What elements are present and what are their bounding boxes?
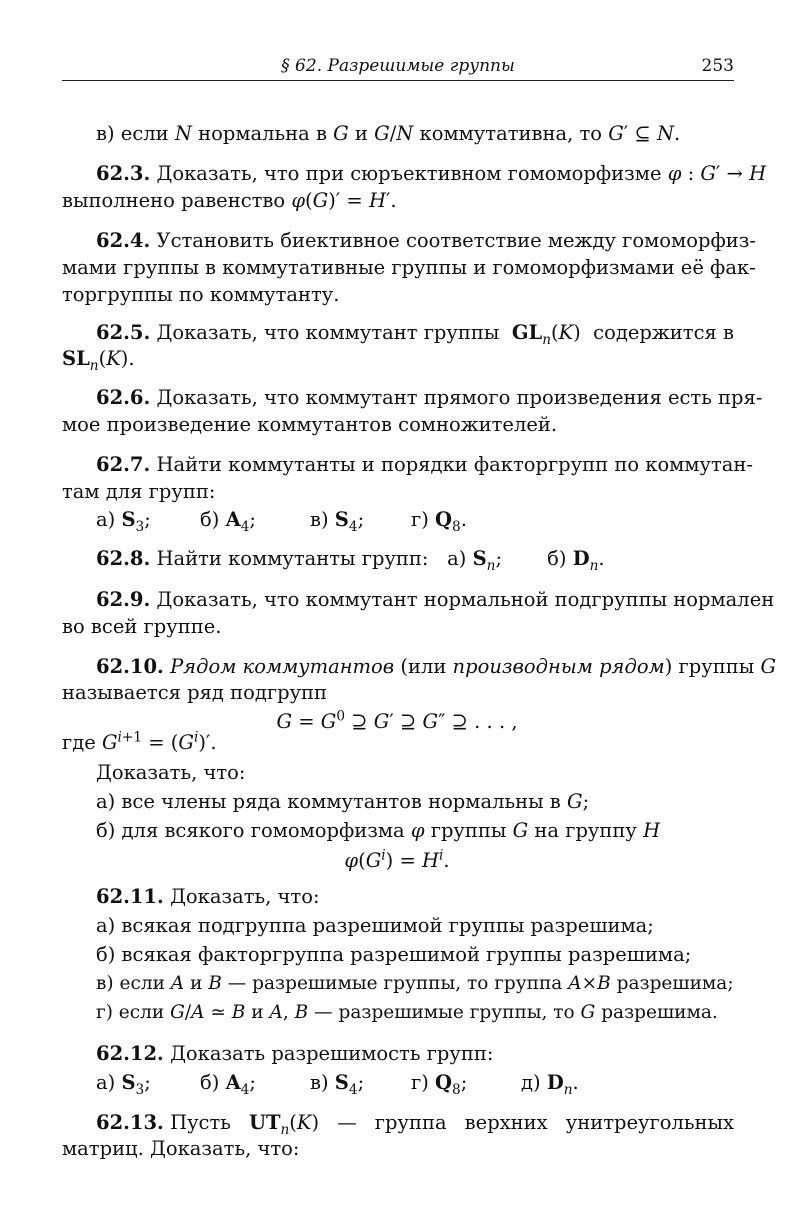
problem-62-8: 62.8. Найти коммутанты групп: а) $S_n$; б) $D_n$. [96, 547, 605, 574]
derived-series-formula: $G = G^0$ ⊇ G′ ⊇ G″ ⊇ . . . , [276, 708, 518, 733]
problem-number: 62.13. [96, 1111, 164, 1134]
problem-62-5-line1: 62.5. Доказать, что коммутант группы $GL_n(K)$ содержится в [96, 321, 734, 348]
problem-62-11-item-v: в) если A и B — разрешимые группы, то группа A×B разрешима; [96, 973, 734, 994]
problem-62-4-line1: 62.4. Установить биективное соответствие между гомоморфиз- [96, 229, 756, 252]
page-number: 253 [701, 56, 734, 76]
problem-62-10-line1: 62.10. Рядом коммутантов (или производным рядом) группы G [96, 655, 777, 678]
problem-number: 62.11. [96, 885, 164, 908]
problem-62-9-line1: 62.9. Доказать, что коммутант нормальной подгруппы нормален [96, 588, 775, 611]
problem-62-7-line2: там для групп: [62, 480, 216, 503]
problem-62-11-item-g: г) если G/A ≃ B и A, B — разрешимые группы, то G разрешима. [96, 1002, 718, 1023]
problem-62-3-line1: 62.3. Доказать, что при сюръективном гомоморфизме φ : G′ → H [96, 162, 767, 185]
problem-62-13-line2: матриц. Доказать, что: [62, 1137, 300, 1160]
problem-62-13-line1: 62.13. Пусть $UT_n(K)$ — группа верхних унитреугольных [96, 1111, 734, 1138]
header-title: § 62. Разрешимые группы [281, 56, 515, 76]
problem-number: 62.3. [96, 162, 151, 185]
problem-number: 62.9. [96, 588, 151, 611]
problem-number: 62.6. [96, 386, 151, 409]
problem-62-10-prove: Доказать, что: [96, 761, 246, 784]
problem-62-4-line3: торгруппы по коммутанту. [62, 283, 340, 306]
problem-62-10-item-b: б) для всякого гомоморфизма φ группы G на группу H [96, 819, 661, 842]
problem-62-10-line2: называется ряд подгрупп [62, 681, 328, 704]
homomorphism-formula: $\varphi(G^i) = H^i$. [344, 847, 450, 872]
problem-number: 62.8. [96, 547, 151, 570]
problem-number: 62.4. [96, 229, 151, 252]
problem-62-3-line2: выполнено равенство φ(G)′ = H′. [62, 189, 397, 212]
problem-number: 62.5. [96, 321, 151, 344]
problem-62-6-line2: мое произведение коммутантов сомножителей. [62, 413, 558, 436]
problem-62-11-line1: 62.11. Доказать, что: [96, 885, 320, 908]
problem-62-12-line1: 62.12. Доказать разрешимость групп: [96, 1042, 494, 1065]
item-v-line: в) если N нормальна в G и G/N коммутативна, то G′ ⊆ N. [96, 122, 681, 145]
problem-62-9-line2: во всей группе. [62, 615, 222, 638]
running-header [62, 56, 734, 81]
problem-number: 62.10. [96, 655, 164, 678]
problem-62-12-groups: а) $S_3$; б) $A_4$; в) $S_4$; г) $Q_8$; д) $D_n$. [96, 1071, 579, 1098]
problem-62-10-item-a: а) все члены ряда коммутантов нормальны в G; [96, 790, 590, 813]
problem-62-11-item-b: б) всякая факторгруппа разрешимой группы разрешима; [96, 943, 692, 966]
problem-62-7-line1: 62.7. Найти коммутанты и порядки факторгрупп по коммутан- [96, 453, 753, 476]
problem-62-4-line2: мами группы в коммутативные группы и гомоморфизмами её фак- [62, 256, 756, 279]
problem-number: 62.12. [96, 1042, 164, 1065]
problem-62-5-line2: $SL_n(K)$. [62, 347, 135, 374]
problem-62-11-item-a: а) всякая подгруппа разрешимой группы разрешима; [96, 914, 654, 937]
problem-number: 62.7. [96, 453, 151, 476]
problem-62-6-line1: 62.6. Доказать, что коммутант прямого произведения есть пря- [96, 386, 763, 409]
problem-62-10-where: где $G^{i+1} = (G^i)'$. [62, 729, 217, 754]
problem-62-7-groups: а) $S_3$; б) $A_4$; в) $S_4$; г) $Q_8$. [96, 508, 467, 535]
